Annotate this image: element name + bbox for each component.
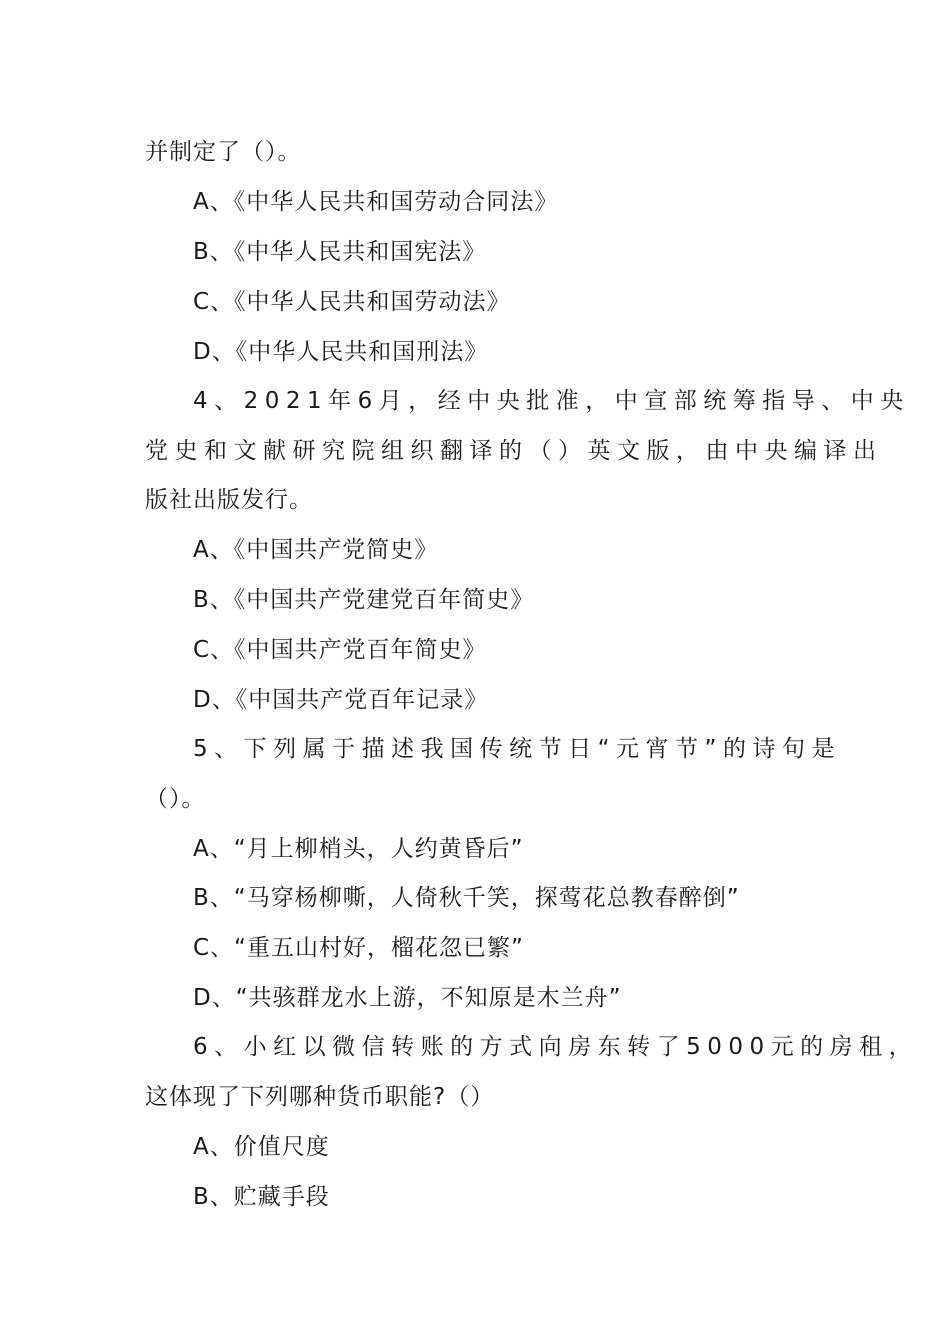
option-d: D、“共骇群龙水上游，不知原是木兰舟” bbox=[193, 985, 622, 1011]
option-a: A、《中国共产党简史》 bbox=[193, 537, 439, 563]
option-a: A、《中华人民共和国劳动合同法》 bbox=[193, 189, 559, 215]
option-c: C、“重五山村好，榴花忽已繁” bbox=[193, 935, 524, 961]
question-5-line-1: 5、下列属于描述我国传统节日“元宵节”的诗句是 bbox=[193, 736, 841, 762]
question-6-line-1: 6、小红以微信转账的方式向房东转了5000元的房租， bbox=[193, 1034, 919, 1060]
question-5-line-2: （）。 bbox=[145, 786, 206, 812]
option-d: D、《中华人民共和国刑法》 bbox=[193, 339, 489, 365]
question-4-line-2: 党史和文献研究院组织翻译的（）英文版，由中央编译出 bbox=[145, 438, 883, 464]
option-b: B、《中国共产党建党百年简史》 bbox=[193, 587, 535, 613]
option-d: D、《中国共产党百年记录》 bbox=[193, 687, 489, 713]
question-3-continuation: 并制定了（）。 bbox=[145, 139, 302, 165]
option-b: B、“马穿杨柳嘶，人倚秋千笑，探莺花总教春醉倒” bbox=[193, 885, 740, 911]
option-c: C、《中国共产党百年简史》 bbox=[193, 637, 487, 663]
question-4-line-1: 4、2021年6月，经中央批准，中宣部统筹指导、中央 bbox=[193, 388, 910, 414]
option-a: A、“月上柳梢头，人约黄昏后” bbox=[193, 836, 524, 862]
option-a: A、价值尺度 bbox=[193, 1134, 330, 1160]
question-6-line-2: 这体现了下列哪种货币职能?（） bbox=[145, 1084, 495, 1110]
option-b: B、贮藏手段 bbox=[193, 1184, 330, 1210]
option-c: C、《中华人民共和国劳动法》 bbox=[193, 289, 511, 315]
option-b: B、《中华人民共和国宪法》 bbox=[193, 239, 487, 265]
question-4-line-3: 版社出版发行。 bbox=[145, 487, 313, 513]
